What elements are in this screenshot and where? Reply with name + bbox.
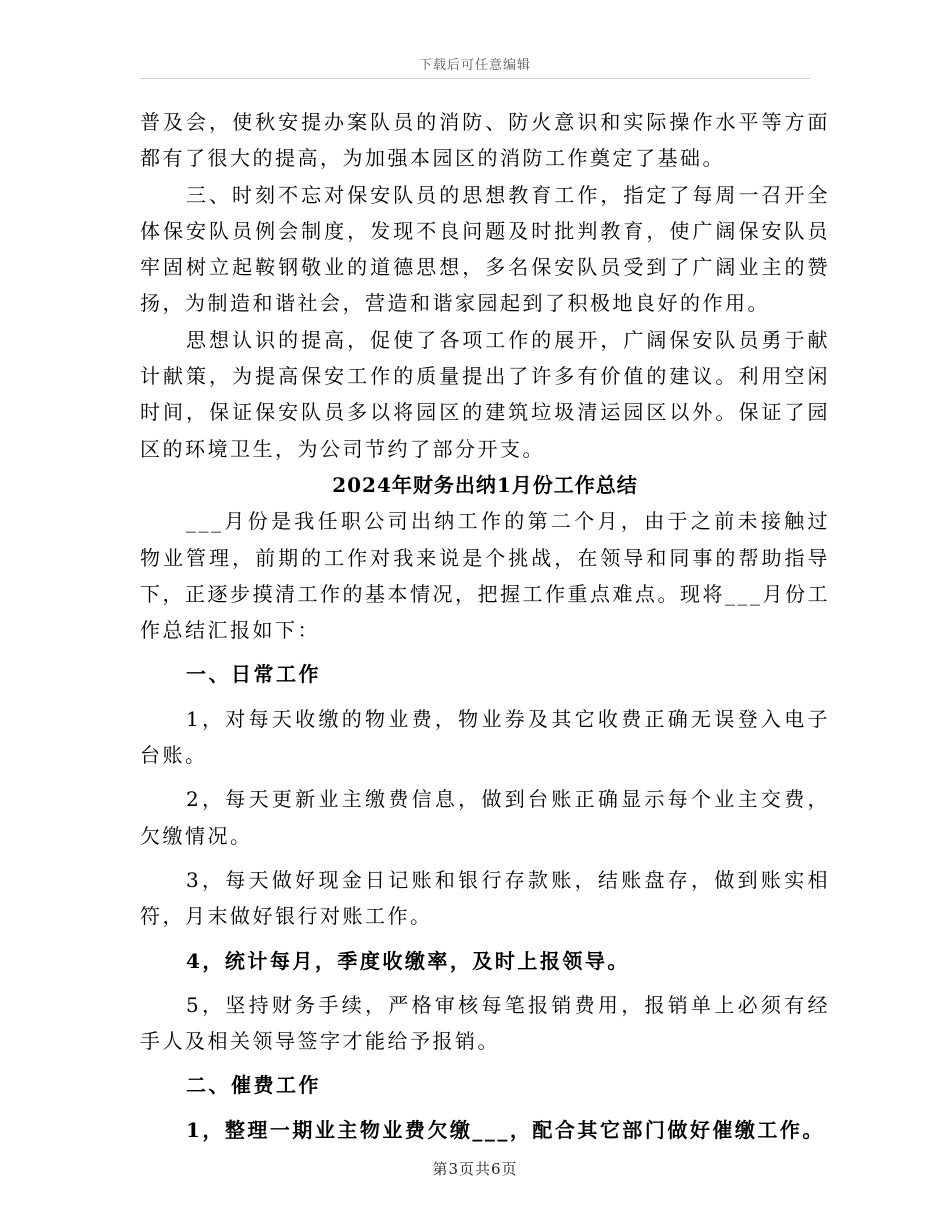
heading-daily-work: 一、日常工作: [186, 662, 321, 687]
list-item-daily-2: 2，每天更新业主缴费信息，做到台账正确显示每个业主交费，欠缴情况。: [140, 787, 830, 848]
heading-fee-collection: 二、催费工作: [186, 1073, 321, 1098]
list-item-daily-3: 3，每天做好现金日记账和银行存款账，结账盘存，做到账实相符，月末做好银行对账工作。: [140, 867, 830, 929]
paragraph-intro: ___月份是我任职公司出纳工作的第二个月，由于之前未接触过物业管理，前期的工作对我来说是个挑战，在领导和同事的帮助指导下，正逐步摸清工作的基本情况，把握工作重点难点。现将___月份工作总结汇报如下：: [140, 509, 830, 643]
list-item-daily-4: 4，统计每月，季度收缴率，及时上报领导。: [186, 948, 630, 973]
section-title: 2024年财务出纳1月份工作总结: [332, 472, 638, 497]
paragraph-awareness-improvement: 思想认识的提高，促使了各项工作的展开，广阔保安队员勇于献计献策，为提高保安工作的质量提出了许多有价值的建议。利用空闲时间，保证保安队员多以将园区的建筑垃圾清运园区以外。保证了园区的环境卫生，为公司节约了部分开支。: [140, 327, 830, 461]
list-item-daily-1: 1，对每天收缴的物业费，物业券及其它收费正确无误登入电子台账。: [140, 706, 830, 768]
list-item-collection-1: 1，整理一期业主物业费欠缴___，配合其它部门做好催缴工作。: [186, 1117, 825, 1142]
header-divider: [140, 78, 810, 79]
page-header: 下载后可任意编辑: [418, 58, 531, 73]
paragraph-fire-training: 普及会，使秋安提办案队员的消防、防火意识和实际操作水平等方面都有了很大的提高，为加强本园区的消防工作奠定了基础。: [140, 110, 830, 171]
document-body: [140, 104, 830, 1148]
paragraph-ideology-education: 三、时刻不忘对保安队员的思想教育工作，指定了每周一召开全体保安队员例会制度，发现不良问题及时批判教育，使广阔保安队员牢固树立起鞍钢敬业的道德思想，多名保安队员受到了广阔业主的赞扬，为制造和谐社会，营造和谐家园起到了积极地良好的作用。: [140, 182, 830, 316]
list-item-daily-5: 5，坚持财务手续，严格审核每笔报销费用，报销单上必须有经手人及相关领导签字才能给予报销。: [140, 992, 830, 1054]
page-footer: 第3页共6页: [432, 1160, 518, 1178]
